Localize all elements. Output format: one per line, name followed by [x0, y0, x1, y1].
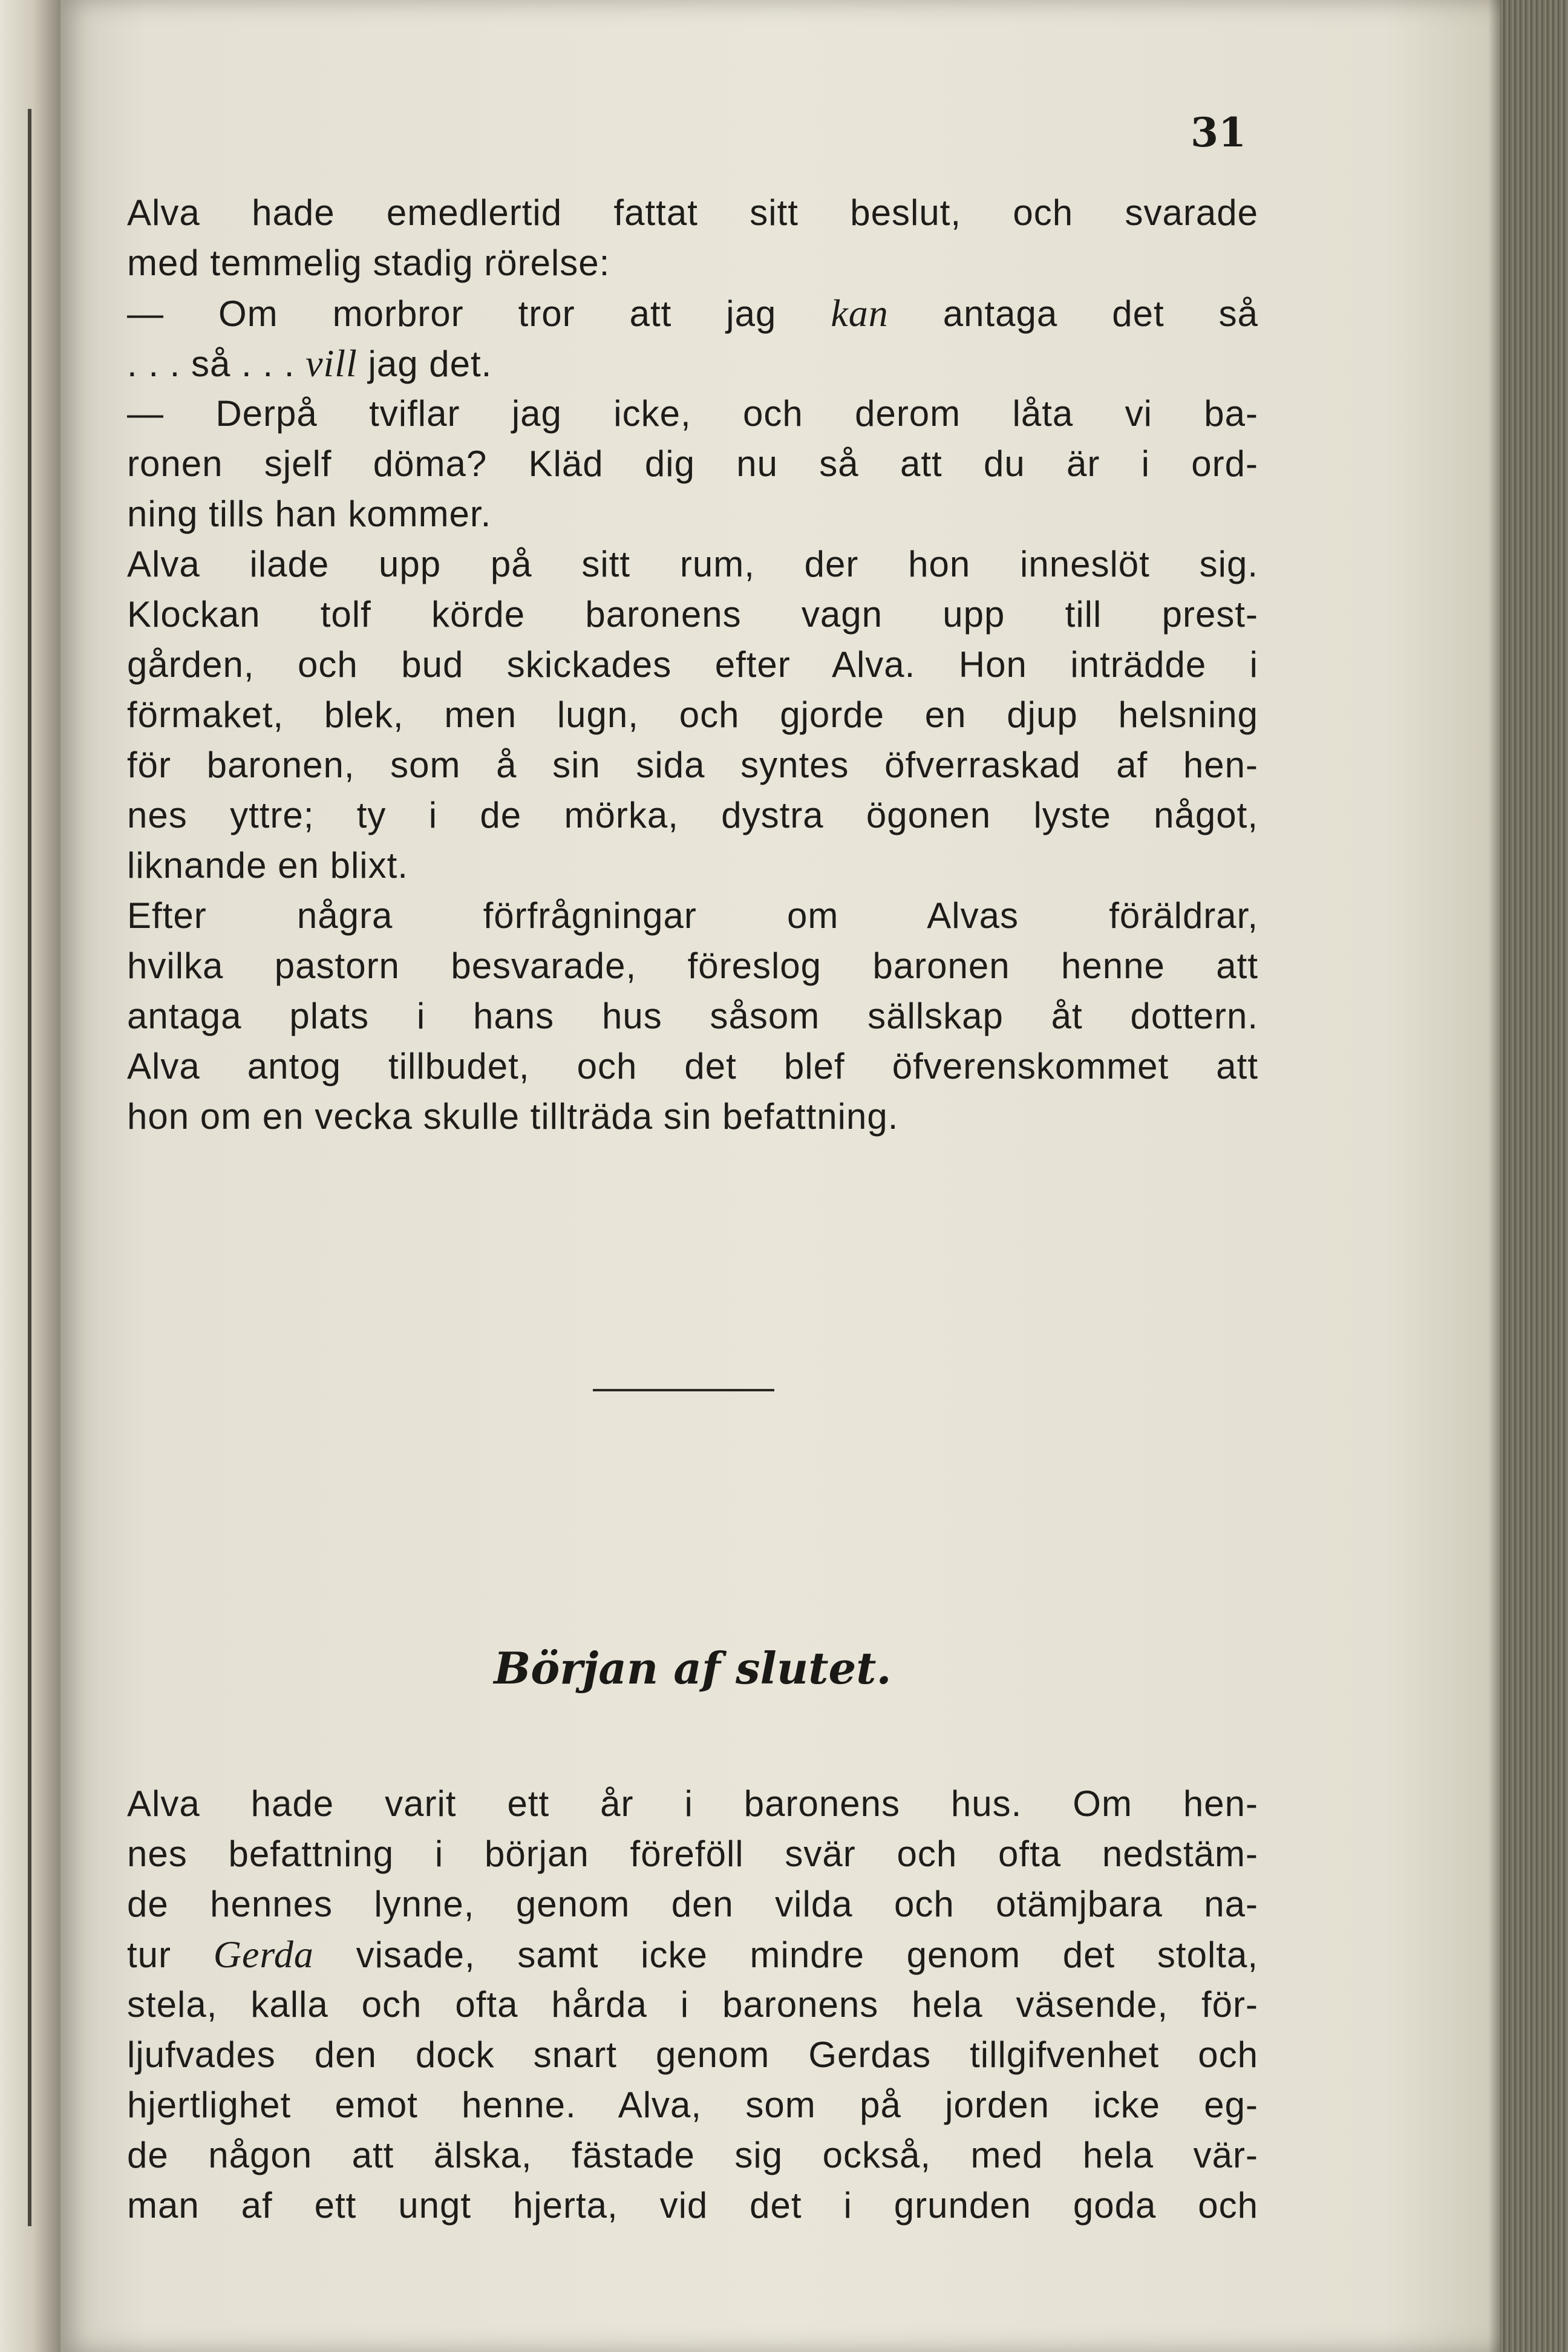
text-line: [127, 238, 1258, 288]
text-line: [127, 790, 1258, 840]
text-line: [127, 188, 1258, 238]
text-segment: förmaket, blek, men lugn, och gjorde en djup helsning: [127, 694, 1258, 735]
section-title: Början af slutet.: [494, 1642, 892, 1694]
text-segment: antaga plats i hans hus såsom sällskap åt dottern.: [127, 996, 1258, 1036]
text-segment: — Om morbror tror att jag: [127, 293, 831, 334]
text-segment: ronen sjelf döma? Kläd dig nu så att du är i ord-: [127, 443, 1258, 484]
text-segment: jag det.: [357, 344, 492, 384]
text-line: [127, 1879, 1258, 1929]
text-segment: Alva hade emedlertid fattat sitt beslut, och svarade: [127, 192, 1258, 233]
text-segment: nes befattning i början föreföll svär och ofta nedstäm-: [127, 1834, 1258, 1874]
text-segment: hon om en vecka skulle tillträda sin befattning.: [127, 1096, 899, 1137]
text-segment: ljufvades den dock snart genom Gerdas tillgifvenhet och: [127, 2034, 1258, 2075]
text-line: [127, 439, 1258, 489]
emphasized-word: Gerda: [213, 1933, 314, 1976]
text-segment: antaga det så: [888, 293, 1258, 334]
book-spine-line: [28, 109, 31, 2226]
text-segment: för baronen, som å sin sida syntes öfverraskad af hen-: [127, 745, 1258, 785]
text-line: [127, 840, 1258, 890]
text-segment: liknande en blixt.: [127, 845, 408, 886]
body-text-part-2: [127, 1779, 1258, 2230]
text-segment: Alva ilade upp på sitt rum, der hon inneslöt sig.: [127, 544, 1258, 584]
text-segment: nes yttre; ty i de mörka, dystra ögonen lyste något,: [127, 795, 1258, 835]
text-segment: gården, och bud skickades efter Alva. Hon inträdde i: [127, 644, 1258, 685]
emphasized-word: kan: [831, 292, 889, 335]
text-line: [127, 589, 1258, 639]
text-line: [127, 489, 1258, 539]
text-line: [127, 388, 1258, 439]
text-line: [127, 991, 1258, 1041]
text-segment: Alva antog tillbudet, och det blef öfverenskommet att: [127, 1046, 1258, 1086]
text-segment: — Derpå tviflar jag icke, och derom låta vi ba-: [127, 393, 1258, 434]
text-line: [127, 1041, 1258, 1091]
emphasized-word: vill: [305, 342, 358, 385]
text-line: [127, 2030, 1258, 2080]
text-line: [127, 941, 1258, 991]
text-segment: visade, samt icke mindre genom det stolta,: [313, 1935, 1258, 1975]
text-segment: de hennes lynne, genom den vilda och otämjbara na-: [127, 1884, 1258, 1924]
text-segment: hvilka pastorn besvarade, föreslog baronen henne att: [127, 946, 1258, 986]
text-segment: tur: [127, 1935, 214, 1975]
text-line: [127, 1779, 1258, 1829]
text-line: [127, 890, 1258, 941]
text-segment: de någon att älska, fästade sig också, med hela vär-: [127, 2135, 1258, 2175]
text-line: [127, 1979, 1258, 2030]
text-line: [127, 2180, 1258, 2230]
text-line: [127, 338, 1258, 388]
text-line: [127, 2080, 1258, 2130]
body-text-part-1: [127, 188, 1258, 1142]
text-line: [127, 740, 1258, 790]
text-line: [127, 1929, 1258, 1979]
page-number: 31: [1191, 109, 1246, 156]
text-segment: Klockan tolf körde baronens vagn upp till prest-: [127, 594, 1258, 635]
text-segment: med temmelig stadig rörelse:: [127, 243, 610, 283]
text-segment: hjertlighet emot henne. Alva, som på jorden icke eg-: [127, 2085, 1258, 2125]
text-segment: ning tills han kommer.: [127, 494, 492, 534]
text-segment: stela, kalla och ofta hårda i baronens hela väsende, för-: [127, 1984, 1258, 2025]
text-segment: man af ett ungt hjerta, vid det i grunden goda och: [127, 2185, 1258, 2226]
text-line: [127, 639, 1258, 690]
text-segment: Alva hade varit ett år i baronens hus. Om hen-: [127, 1783, 1258, 1824]
text-line: [127, 1091, 1258, 1142]
section-divider-rule: [593, 1389, 774, 1391]
text-line: [127, 1829, 1258, 1879]
text-segment: . . . så . . .: [127, 344, 306, 384]
text-line: [127, 2130, 1258, 2180]
text-line: [127, 690, 1258, 740]
text-line: [127, 288, 1258, 338]
book-page-stack-edge: [1500, 0, 1568, 2352]
text-line: [127, 539, 1258, 589]
text-segment: Efter några förfrågningar om Alvas föräldrar,: [127, 895, 1258, 936]
